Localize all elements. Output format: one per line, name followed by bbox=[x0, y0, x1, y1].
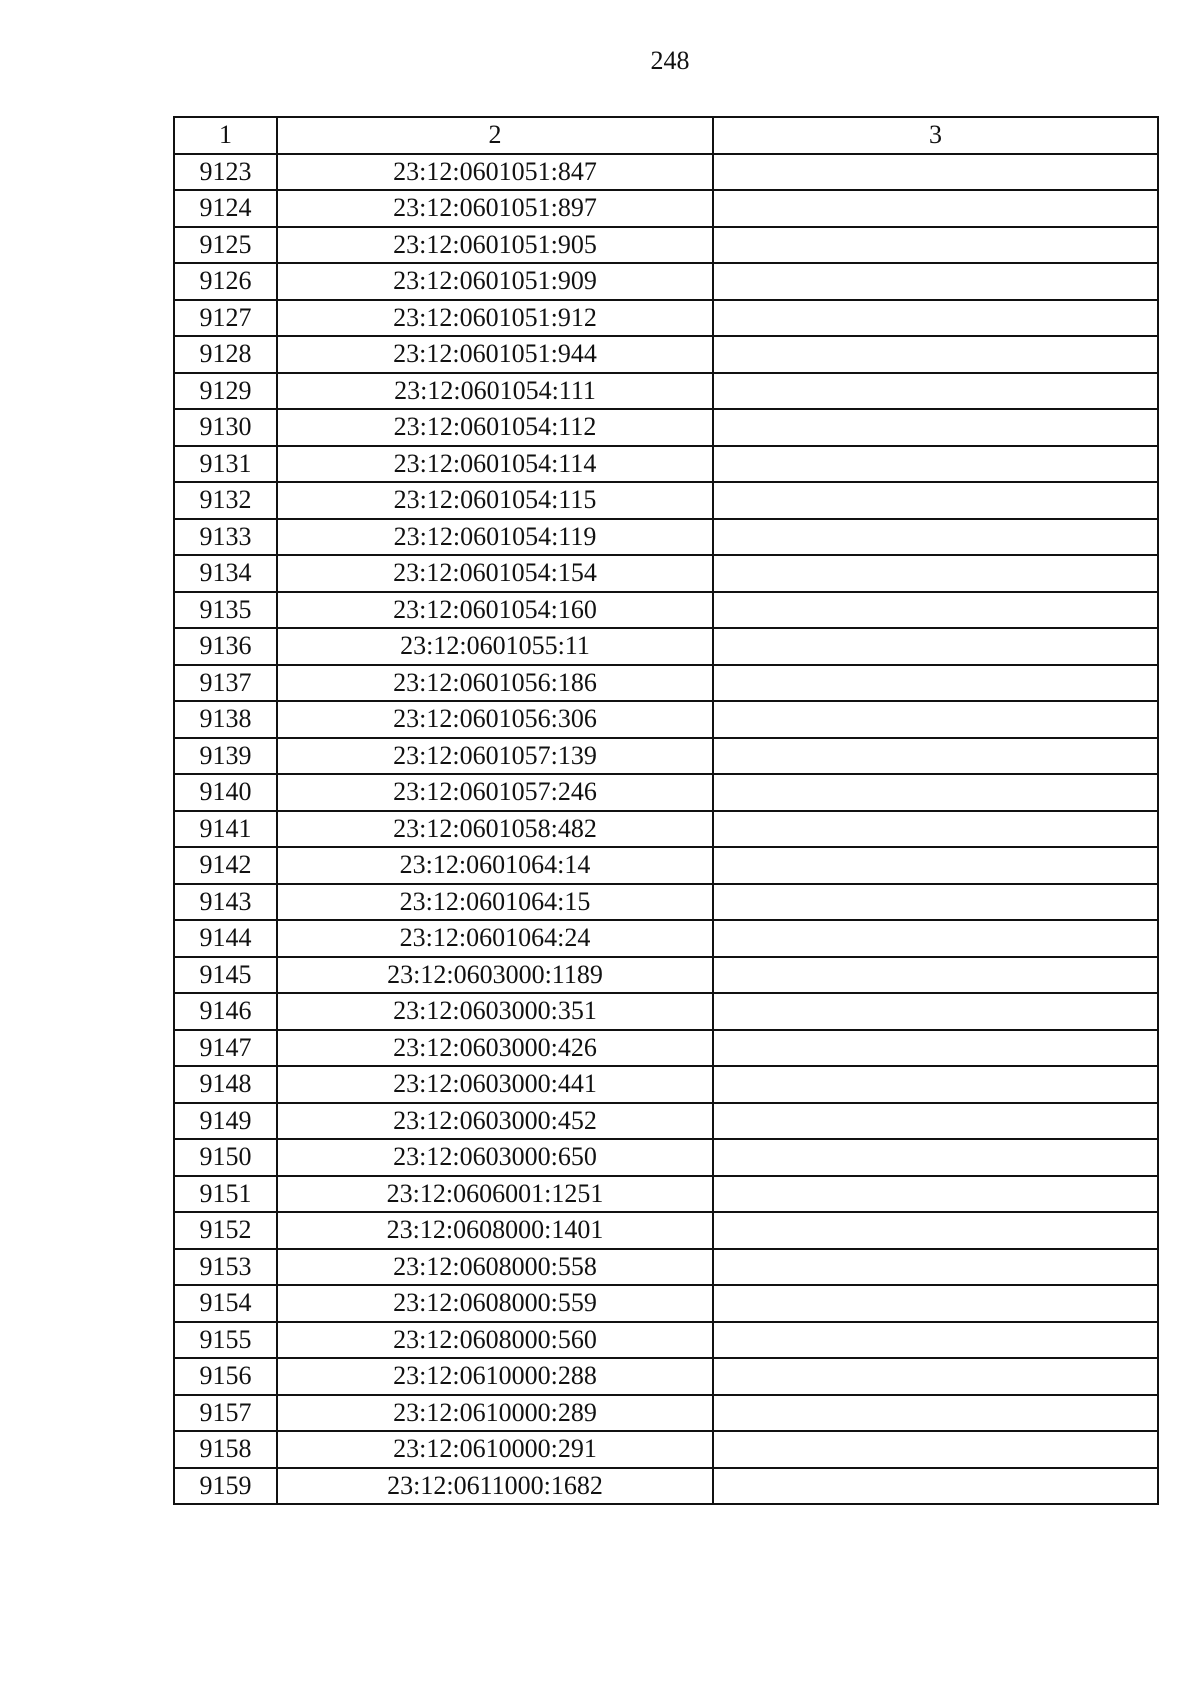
note-cell bbox=[713, 920, 1158, 957]
table-row bbox=[174, 1030, 1158, 1067]
note-cell bbox=[713, 1139, 1158, 1176]
table-row bbox=[174, 409, 1158, 446]
row-number-cell: 9153 bbox=[174, 1249, 277, 1286]
row-number-cell: 9140 bbox=[174, 774, 277, 811]
header-row bbox=[174, 117, 1158, 154]
table-row bbox=[174, 555, 1158, 592]
cadastral-number-cell: 23:12:0601058:482 bbox=[277, 811, 713, 848]
table-row bbox=[174, 701, 1158, 738]
cadastral-number-cell: 23:12:0601054:160 bbox=[277, 592, 713, 629]
note-cell bbox=[713, 811, 1158, 848]
table-row bbox=[174, 1249, 1158, 1286]
table-row bbox=[174, 957, 1158, 994]
note-cell bbox=[713, 482, 1158, 519]
cadastral-number-cell: 23:12:0601051:944 bbox=[277, 336, 713, 373]
cadastral-number-cell: 23:12:0606001:1251 bbox=[277, 1176, 713, 1213]
table-row bbox=[174, 847, 1158, 884]
cadastral-number-cell: 23:12:0603000:452 bbox=[277, 1103, 713, 1140]
row-number-cell: 9151 bbox=[174, 1176, 277, 1213]
row-number-cell: 9137 bbox=[174, 665, 277, 702]
row-number-cell: 9129 bbox=[174, 373, 277, 410]
table-row bbox=[174, 300, 1158, 337]
cadastral-number-cell: 23:12:0601064:14 bbox=[277, 847, 713, 884]
cadastral-number-cell: 23:12:0611000:1682 bbox=[277, 1468, 713, 1505]
table-row bbox=[174, 592, 1158, 629]
row-number-cell: 9130 bbox=[174, 409, 277, 446]
note-cell bbox=[713, 738, 1158, 775]
note-cell bbox=[713, 409, 1158, 446]
row-number-cell: 9128 bbox=[174, 336, 277, 373]
row-number-cell: 9148 bbox=[174, 1066, 277, 1103]
cadastral-number-cell: 23:12:0601057:246 bbox=[277, 774, 713, 811]
cadastral-number-cell: 23:12:0601054:111 bbox=[277, 373, 713, 410]
table-row bbox=[174, 993, 1158, 1030]
note-cell bbox=[713, 1285, 1158, 1322]
page-number: 248 bbox=[650, 46, 690, 75]
table-body bbox=[174, 154, 1158, 1505]
table-row bbox=[174, 628, 1158, 665]
note-cell bbox=[713, 1249, 1158, 1286]
cadastral-number-cell: 23:12:0601054:119 bbox=[277, 519, 713, 556]
note-cell bbox=[713, 1176, 1158, 1213]
note-cell bbox=[713, 884, 1158, 921]
header-col-1: 1 bbox=[174, 117, 277, 154]
table-row bbox=[174, 774, 1158, 811]
note-cell bbox=[713, 1103, 1158, 1140]
note-cell bbox=[713, 592, 1158, 629]
row-number-cell: 9131 bbox=[174, 446, 277, 483]
row-number-cell: 9159 bbox=[174, 1468, 277, 1505]
note-cell bbox=[713, 1066, 1158, 1103]
table-row bbox=[174, 1103, 1158, 1140]
note-cell bbox=[713, 1030, 1158, 1067]
table-row bbox=[174, 190, 1158, 227]
row-number-cell: 9143 bbox=[174, 884, 277, 921]
cadastral-number-cell: 23:12:0601051:897 bbox=[277, 190, 713, 227]
table-row bbox=[174, 1395, 1158, 1432]
note-cell bbox=[713, 1431, 1158, 1468]
cadastral-number-cell: 23:12:0608000:559 bbox=[277, 1285, 713, 1322]
row-number-cell: 9145 bbox=[174, 957, 277, 994]
table-row bbox=[174, 1139, 1158, 1176]
cadastral-number-cell: 23:12:0601054:115 bbox=[277, 482, 713, 519]
note-cell bbox=[713, 957, 1158, 994]
row-number-cell: 9133 bbox=[174, 519, 277, 556]
header-col-2: 2 bbox=[277, 117, 713, 154]
table-row bbox=[174, 1212, 1158, 1249]
row-number-cell: 9146 bbox=[174, 993, 277, 1030]
table-row bbox=[174, 1285, 1158, 1322]
note-cell bbox=[713, 446, 1158, 483]
note-cell bbox=[713, 336, 1158, 373]
row-number-cell: 9132 bbox=[174, 482, 277, 519]
note-cell bbox=[713, 263, 1158, 300]
row-number-cell: 9157 bbox=[174, 1395, 277, 1432]
table-row bbox=[174, 227, 1158, 264]
table-row bbox=[174, 1176, 1158, 1213]
row-number-cell: 9138 bbox=[174, 701, 277, 738]
table-row bbox=[174, 920, 1158, 957]
table-row bbox=[174, 1066, 1158, 1103]
row-number-cell: 9134 bbox=[174, 555, 277, 592]
cadastral-number-cell: 23:12:0608000:560 bbox=[277, 1322, 713, 1359]
cadastral-number-cell: 23:12:0610000:289 bbox=[277, 1395, 713, 1432]
table-row bbox=[174, 263, 1158, 300]
row-number-cell: 9154 bbox=[174, 1285, 277, 1322]
row-number-cell: 9123 bbox=[174, 154, 277, 191]
row-number-cell: 9136 bbox=[174, 628, 277, 665]
table-row bbox=[174, 1431, 1158, 1468]
cadastral-number-cell: 23:12:0601051:847 bbox=[277, 154, 713, 191]
cadastral-number-cell: 23:12:0601054:114 bbox=[277, 446, 713, 483]
table-row bbox=[174, 665, 1158, 702]
row-number-cell: 9125 bbox=[174, 227, 277, 264]
row-number-cell: 9150 bbox=[174, 1139, 277, 1176]
table-row bbox=[174, 519, 1158, 556]
row-number-cell: 9141 bbox=[174, 811, 277, 848]
table-row bbox=[174, 154, 1158, 191]
row-number-cell: 9147 bbox=[174, 1030, 277, 1067]
cadastral-number-cell: 23:12:0608000:558 bbox=[277, 1249, 713, 1286]
table-row bbox=[174, 373, 1158, 410]
cadastral-number-cell: 23:12:0601055:11 bbox=[277, 628, 713, 665]
row-number-cell: 9124 bbox=[174, 190, 277, 227]
note-cell bbox=[713, 1358, 1158, 1395]
table-row bbox=[174, 1322, 1158, 1359]
row-number-cell: 9135 bbox=[174, 592, 277, 629]
row-number-cell: 9127 bbox=[174, 300, 277, 337]
row-number-cell: 9139 bbox=[174, 738, 277, 775]
row-number-cell: 9156 bbox=[174, 1358, 277, 1395]
header-col-3: 3 bbox=[713, 117, 1158, 154]
cadastral-number-cell: 23:12:0601051:912 bbox=[277, 300, 713, 337]
cadastral-number-cell: 23:12:0610000:291 bbox=[277, 1431, 713, 1468]
note-cell bbox=[713, 1395, 1158, 1432]
note-cell bbox=[713, 1212, 1158, 1249]
note-cell bbox=[713, 519, 1158, 556]
cadastral-number-cell: 23:12:0603000:650 bbox=[277, 1139, 713, 1176]
table-row bbox=[174, 884, 1158, 921]
row-number-cell: 9155 bbox=[174, 1322, 277, 1359]
table-row bbox=[174, 738, 1158, 775]
row-number-cell: 9149 bbox=[174, 1103, 277, 1140]
cadastral-number-cell: 23:12:0603000:441 bbox=[277, 1066, 713, 1103]
note-cell bbox=[713, 373, 1158, 410]
cadastral-number-cell: 23:12:0601054:112 bbox=[277, 409, 713, 446]
table-row bbox=[174, 446, 1158, 483]
note-cell bbox=[713, 154, 1158, 191]
row-number-cell: 9126 bbox=[174, 263, 277, 300]
cadastral-number-cell: 23:12:0603000:351 bbox=[277, 993, 713, 1030]
cadastral-number-cell: 23:12:0608000:1401 bbox=[277, 1212, 713, 1249]
cadastral-number-cell: 23:12:0601054:154 bbox=[277, 555, 713, 592]
cadastral-table bbox=[173, 116, 1159, 1505]
table-row bbox=[174, 1358, 1158, 1395]
row-number-cell: 9144 bbox=[174, 920, 277, 957]
row-number-cell: 9158 bbox=[174, 1431, 277, 1468]
cadastral-number-cell: 23:12:0601056:306 bbox=[277, 701, 713, 738]
note-cell bbox=[713, 628, 1158, 665]
row-number-cell: 9152 bbox=[174, 1212, 277, 1249]
table-header bbox=[174, 117, 1158, 154]
cadastral-number-cell: 23:12:0601051:909 bbox=[277, 263, 713, 300]
note-cell bbox=[713, 774, 1158, 811]
cadastral-number-cell: 23:12:0601051:905 bbox=[277, 227, 713, 264]
note-cell bbox=[713, 1468, 1158, 1505]
note-cell bbox=[713, 701, 1158, 738]
note-cell bbox=[713, 847, 1158, 884]
cadastral-number-cell: 23:12:0601064:15 bbox=[277, 884, 713, 921]
cadastral-number-cell: 23:12:0601064:24 bbox=[277, 920, 713, 957]
note-cell bbox=[713, 300, 1158, 337]
table-row bbox=[174, 1468, 1158, 1505]
cadastral-number-cell: 23:12:0601057:139 bbox=[277, 738, 713, 775]
note-cell bbox=[713, 993, 1158, 1030]
note-cell bbox=[713, 190, 1158, 227]
cadastral-number-cell: 23:12:0603000:426 bbox=[277, 1030, 713, 1067]
cadastral-number-cell: 23:12:0603000:1189 bbox=[277, 957, 713, 994]
table-row bbox=[174, 336, 1158, 373]
row-number-cell: 9142 bbox=[174, 847, 277, 884]
note-cell bbox=[713, 1322, 1158, 1359]
note-cell bbox=[713, 555, 1158, 592]
table-row bbox=[174, 482, 1158, 519]
note-cell bbox=[713, 227, 1158, 264]
cadastral-number-cell: 23:12:0601056:186 bbox=[277, 665, 713, 702]
note-cell bbox=[713, 665, 1158, 702]
cadastral-number-cell: 23:12:0610000:288 bbox=[277, 1358, 713, 1395]
table-row bbox=[174, 811, 1158, 848]
